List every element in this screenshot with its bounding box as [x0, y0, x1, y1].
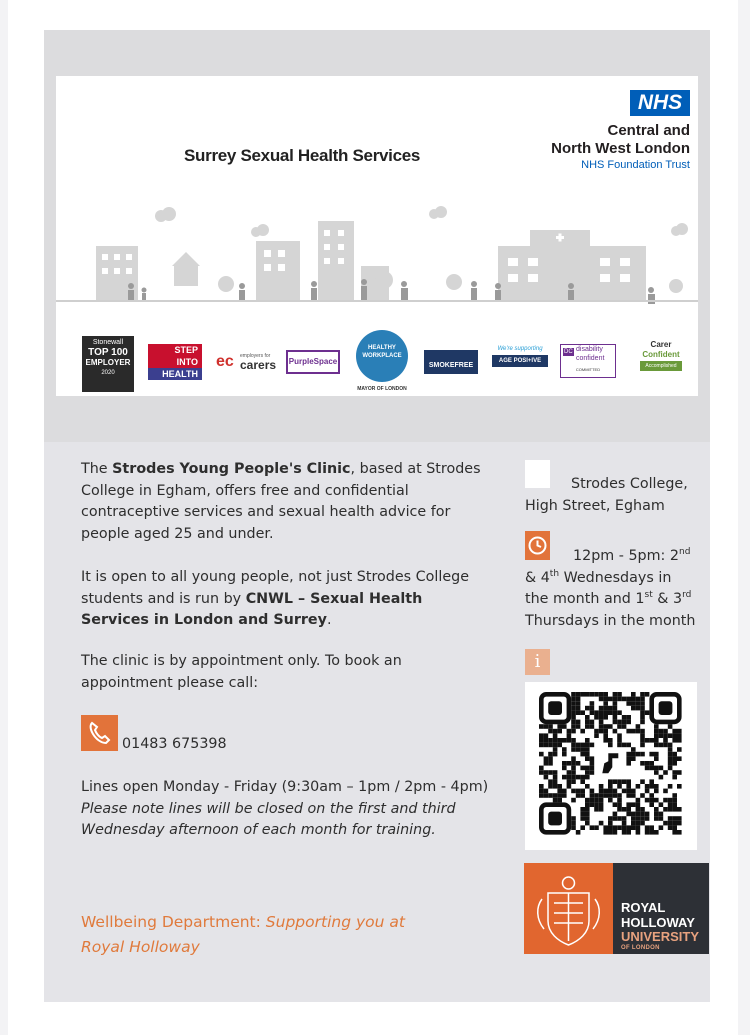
step-text-2: INTO [148, 356, 202, 368]
stonewall-logo [82, 336, 134, 392]
clinic-description-intro: The [81, 461, 113, 477]
clinic-description [81, 459, 491, 545]
hours-line2 [525, 568, 700, 590]
age-small-text: We're supporting [497, 346, 543, 352]
healthy-workplace-logo [354, 330, 410, 394]
smokefree-logo: SMOKEFREE [424, 350, 478, 374]
qr-code-graphic [525, 682, 697, 850]
royal-holloway-wordmark [613, 863, 709, 954]
hours-and-3: & 3 [652, 591, 683, 607]
header-banner [56, 76, 698, 396]
hw-text-1: HEALTHY [368, 345, 396, 351]
nhs-trust-name-line1: Central and [607, 122, 690, 139]
cc-text-1: Carer [650, 340, 672, 349]
cc-text-3: Accomplished [640, 361, 682, 371]
banner-title: Surrey Sexual Health Services [184, 146, 421, 165]
mayor-of-london-text: MAYOR OF LONDON [357, 386, 407, 392]
service-provider: CNWL – Sexual Health Services in London and Surrey [81, 590, 423, 628]
hours-and-4: & 4 [525, 569, 550, 586]
dc-text-1: disability [576, 346, 603, 353]
step-into-health-logo [148, 344, 202, 380]
hours-sup-th: th [549, 568, 560, 579]
hours-time: 12pm - 5pm: 2 [573, 548, 679, 564]
clinic-hours [525, 546, 700, 632]
employers-for-carers-logo [216, 350, 277, 374]
eligibility-intro: It is open to all young people, not just Strodes College students and is run by [81, 569, 469, 607]
step-text-3: HEALTH [148, 368, 202, 380]
royal-holloway-crest [524, 863, 613, 954]
stonewall-text-1: Stonewall [92, 339, 124, 346]
rh-university: UNIVERSITY [621, 929, 700, 944]
rh-royal: ROYAL [621, 900, 666, 915]
buildings [96, 206, 688, 300]
hours-sup-st: st [644, 590, 653, 601]
city-skyline-illustration [56, 206, 698, 326]
hours-month-and-1: the month and 1 [525, 591, 645, 607]
nhs-foundation-trust: NHS Foundation Trust [581, 159, 690, 171]
qr-code[interactable] [525, 682, 697, 850]
phone-icon [81, 715, 118, 751]
hours-line4: Thursdays in the month [525, 612, 696, 629]
closure-note: Please note lines will be closed on the first and third Wednesday afternoon of each month for training. [81, 800, 456, 838]
age-positive-logo [492, 346, 548, 378]
purplespace-logo: PurpleSpace [286, 350, 340, 374]
royal-holloway-logo [524, 863, 709, 954]
appointment-text: The clinic is by appointment only. To book an appointment please call: [81, 653, 402, 691]
wellbeing-footer [81, 910, 441, 960]
clinic-address [525, 474, 700, 517]
step-text-1: STEP [148, 344, 202, 356]
rh-of-london: OF LONDON [621, 945, 660, 951]
healthy-workplace-badge [356, 330, 408, 382]
dc-mark: DC [564, 349, 573, 355]
opening-hours-text: Lines open Monday - Friday (9:30am – 1pm / 2pm - 4pm) [81, 779, 489, 795]
dc-text-3: COMMITTED [575, 367, 601, 372]
hours-sup-nd: nd [679, 547, 691, 558]
rh-holloway: HOLLOWAY [621, 914, 695, 930]
nhs-trust-name-line2: North West London [551, 140, 690, 157]
eligibility-end: . [326, 612, 332, 628]
phone-number[interactable]: 01483 675398 [122, 736, 227, 752]
carers-big-text: carers [240, 358, 277, 372]
partner-logos [56, 328, 698, 396]
hours-wednesdays: Wednesdays in [559, 569, 672, 586]
line-opening-hours [81, 777, 491, 842]
clinic-name: Strodes Young People's Clinic [112, 461, 351, 477]
age-big-text: AGE POSI+IVE [492, 355, 548, 367]
info-icon: i [525, 649, 550, 675]
address-line1: Strodes College, [571, 476, 688, 492]
hours-sup-rd: rd [682, 590, 692, 601]
disability-confident-logo [560, 344, 616, 378]
wellbeing-department: Wellbeing Department: [81, 913, 266, 931]
dc-text-2: confident [576, 355, 605, 362]
hours-line1 [525, 546, 700, 568]
carer-confident-logo [636, 340, 686, 380]
carers-small-text: employers for [240, 353, 271, 359]
eligibility-text [81, 567, 491, 632]
stonewall-text-2: TOP 100 [88, 347, 128, 358]
stonewall-text-4: 2020 [101, 370, 115, 376]
hw-text-2: WORKPLACE [362, 353, 402, 359]
nhs-logo: NHS [630, 90, 690, 116]
stonewall-text-3: EMPLOYER [85, 358, 131, 367]
royal-holloway-name [621, 901, 699, 945]
clinic-description-rest: , based at Strodes College in Egham, offers free and confidential contraceptive services and sexual health advice for people aged 25 and under. [81, 461, 481, 542]
hours-line3 [525, 589, 700, 611]
wellbeing-tagline: Supporting you at Royal Holloway [81, 913, 405, 956]
cc-text-2: Confident [642, 350, 680, 359]
address-line2: High Street, Egham [525, 497, 665, 514]
carers-mark: ec [216, 353, 234, 370]
